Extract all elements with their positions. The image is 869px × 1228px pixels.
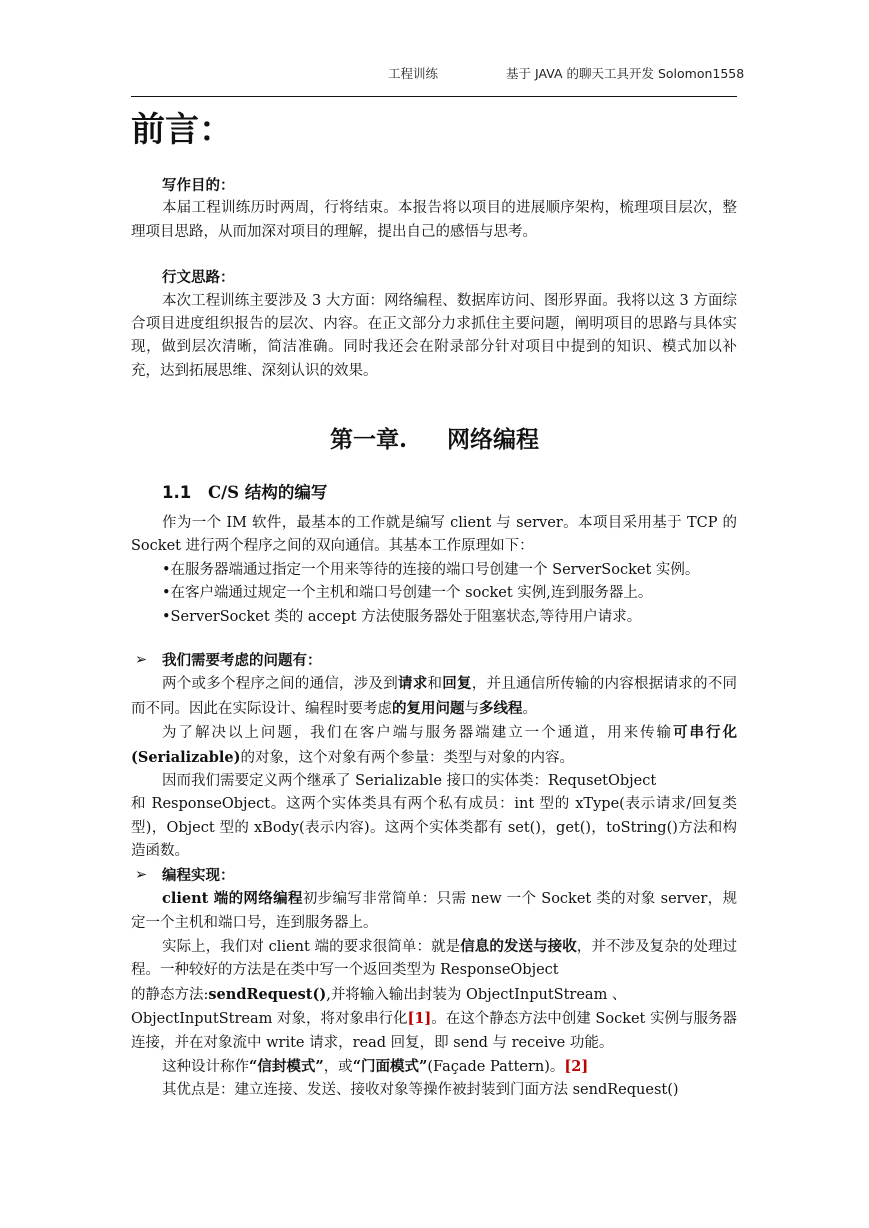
impl-paragraph-2-line3: ObjectInputStream 对象，将对象串行化[1]。在这个静态方法中创建 Socket 实例与服务器连接，并在对象流中 write 请求，read 回复，即 send 与 receive 功能。 [131,1010,737,1051]
impl-paragraph-3: 这种设计称作“信封模式”，或“门面模式”(Façade Pattern)。[2] [162,1057,589,1075]
issues-paragraph-1: 两个或多个程序之间的通信，涉及到请求和回复，并且通信所传输的内容根据请求的不同而不同。因此在实际设计、编程时要考虑的复用问题与多线程。 [131,675,737,717]
purpose-paragraph: 本届工程训练历时两周，行将结束。本报告将以项目的进展顺序架构，梳理项目层次，整理项目思路，从而加深对项目的理解，提出自己的感悟与思考。 [131,200,737,240]
bullet-item: •在服务器端通过指定一个用来等待的连接的端口号创建一个 ServerSocket 实例。 [162,561,700,578]
impl-paragraph-2: 实际上，我们对 client 端的要求很简单：就是信息的发送与接收，并不涉及复杂的处理过程。一种较好的方法是在类中写一个返回类型为 ResponseObject [131,937,738,979]
issues-heading: 我们需要考虑的问题有： [162,652,322,670]
approach-paragraph: 本次工程训练主要涉及 3 大方面：网络编程、数据库访问、图形界面。我将以这 3 方面综合项目进度组织报告的层次、内容。在正文部分力求抓住主要问题，阐明项目的思路与具体实现，做到层次清晰，简洁准确。同时我还会在附录部分针对项目中提到的知识、模式加以补充，达到拓展思维、深刻认识的效果。 [131,292,737,379]
bullet-item: •ServerSocket 类的 accept 方法使服务器处于阻塞状态,等待用户请求。 [162,608,642,625]
citation-ref: [2] [564,1057,589,1075]
citation-ref: [1] [407,1010,432,1028]
section-title: C/S 结构的编写 [208,483,328,502]
purpose-heading: 写作目的： [162,177,235,194]
approach-heading: 行文思路： [162,269,235,287]
section-intro: 作为一个 IM 软件，最基本的工作就是编写 client 与 server。本项目采用基于 TCP 的 Socket 进行两个程序之间的双向通信。其基本工作原理如下： [131,515,737,555]
section-body [131,512,737,1103]
chapter-title: 网络编程 [447,426,539,453]
header-rule [131,96,737,97]
arrow-bullet-icon: ➢ [135,866,148,883]
impl-heading: 编程实现： [162,866,235,884]
preface-body [131,174,737,383]
impl-paragraph-2-line2: 的静态方法:sendRequest(),并将输入输出封装为 ObjectInputStream 、 [131,985,627,1003]
arrow-bullet-icon: ➢ [135,652,148,669]
issues-paragraph-3: 因而我们需要定义两个继承了 Serializable 接口的实体类：RequsetObject [162,773,657,790]
preface-title: 前言： [131,110,233,150]
bullet-item: •在客户端通过规定一个主机和端口号创建一个 socket 实例,连到服务器上。 [162,585,653,602]
section-heading [162,480,327,506]
running-header-title: 基于 JAVA 的聊天工具开发 Solomon1558 [506,66,745,81]
impl-paragraph-1: client 端的网络编程初步编写非常简单：只需 new 一个 Socket 类的对象 server，规定一个主机和端口号，连到服务器上。 [131,890,737,931]
issues-heading-row [131,649,737,672]
impl-heading-row [131,864,737,887]
section-number: 1.1 [162,483,192,502]
running-header-course: 工程训练 [388,66,439,81]
issues-paragraph-3-cont: 和 ResponseObject。这两个实体类具有两个私有成员：int 型的 xType(表示请求/回复类型)，Object 型的 xBody(表示内容)。这两个实体类都有 set()，get()，toString()方法和构造函数。 [131,796,737,860]
chapter-heading [0,422,869,458]
issues-paragraph-2: 为了解决以上问题，我们在客户端与服务器端建立一个通道，用来传输可串行化(Serializable)的对象，这个对象有两个参量：类型与对象的内容。 [131,724,738,766]
chapter-number: 第一章. [329,426,407,453]
impl-paragraph-4: 其优点是：建立连接、发送、接收对象等操作被封装到门面方法 sendRequest() [162,1082,679,1099]
